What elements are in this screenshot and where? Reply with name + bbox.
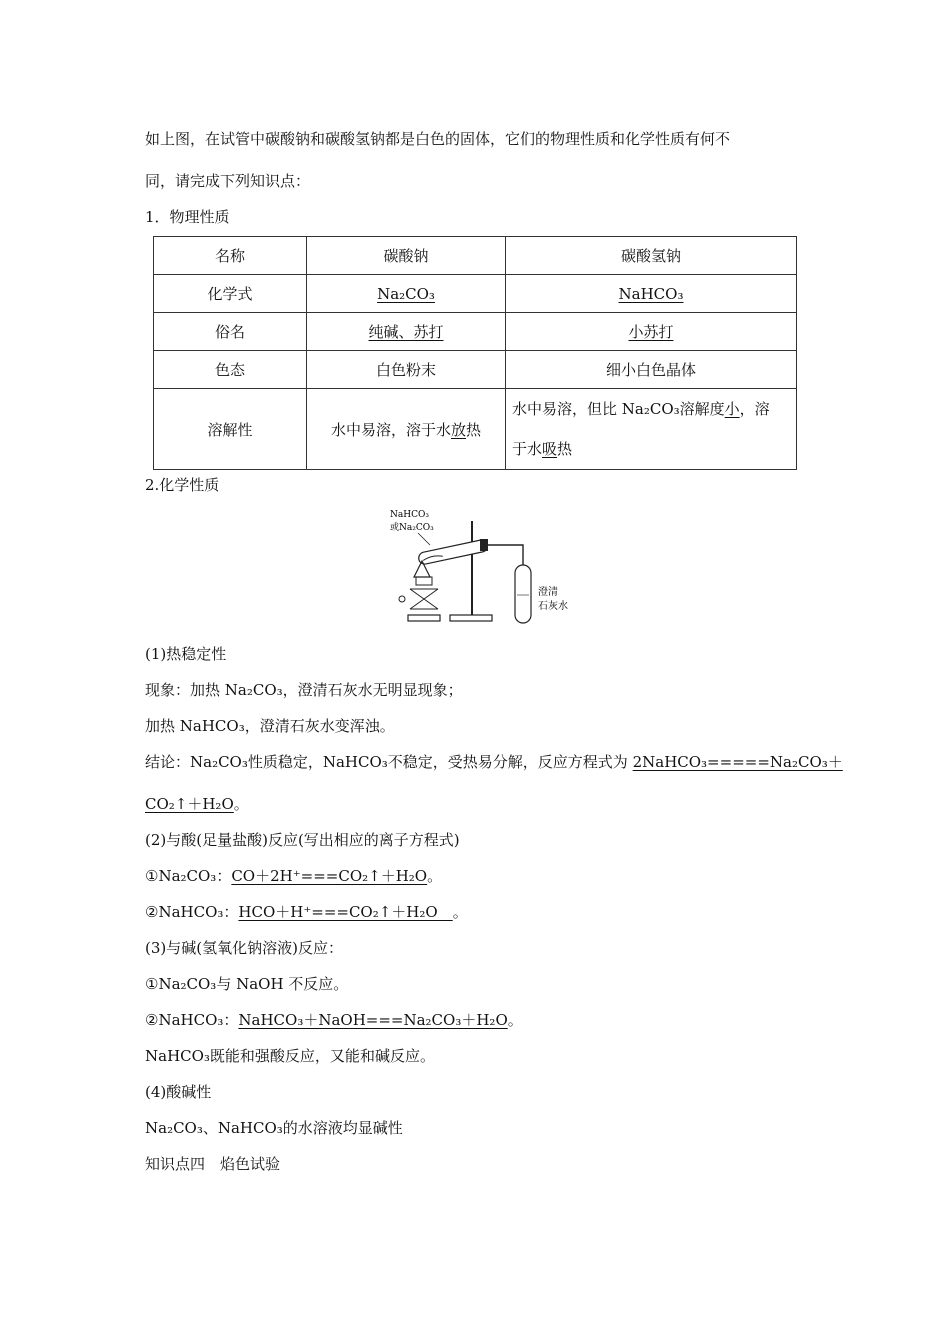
thermal-heading: (1)热稳定性 [145, 645, 227, 663]
figure-label-top1: NaHCO₃ [390, 510, 429, 520]
table-row-solubility [154, 389, 797, 470]
intro-line-2: 同，请完成下列知识点： [145, 172, 311, 190]
common-name-nahco3: 小苏打 [628, 323, 674, 341]
header-name: 名称 [154, 237, 307, 275]
figure-label-right2: 石灰水 [538, 601, 568, 612]
formula-na2co3-cell [307, 275, 506, 313]
solubility-nahco3-line2-post: 热 [557, 440, 573, 458]
common-name-label: 俗名 [154, 313, 307, 351]
formula-nahco3-cell [506, 275, 797, 313]
acid-item-2-equation: HCO＋H⁺===CO₂↑＋H₂O [238, 903, 453, 921]
intro-line-1: 如上图，在试管中碳酸钠和碳酸氢钠都是白色的固体，它们的物理性质和化学性质有何不 [145, 130, 731, 148]
solubility-na2co3-fill: 放 [450, 420, 466, 439]
solubility-na2co3 [307, 389, 506, 470]
solubility-nahco3-fill2: 吸 [542, 440, 558, 458]
base-item-2-equation: NaHCO₃＋NaOH===Na₂CO₃＋H₂O [238, 1011, 508, 1029]
acidbase-text: Na₂CO₃、NaHCO₃的水溶液均显碱性 [145, 1119, 403, 1137]
table-row-appearance [154, 351, 797, 389]
appearance-na2co3: 白色粉末 [307, 351, 506, 389]
acid-item-1-end: 。 [427, 867, 443, 885]
table-row-common-name [154, 313, 797, 351]
thermal-conclusion-cont [145, 793, 249, 814]
heating-apparatus-diagram [388, 503, 568, 633]
common-name-na2co3: 纯碱、苏打 [368, 323, 444, 341]
thermal-conclusion-end: 。 [233, 795, 249, 813]
formula-label: 化学式 [154, 275, 307, 313]
base-note: NaHCO₃既能和强酸反应，又能和碱反应。 [145, 1047, 435, 1065]
thermal-conclusion [145, 751, 843, 772]
acidbase-heading: (4)酸碱性 [145, 1083, 212, 1101]
figure-label-right1: 澄清 [538, 587, 558, 598]
appearance-label: 色态 [154, 351, 307, 389]
formula-nahco3: NaHCO₃ [618, 284, 684, 303]
acid-item-2-pre: ②NaHCO₃： [145, 903, 239, 921]
acid-item-1-pre: ①Na₂CO₃： [145, 867, 232, 885]
base-heading: (3)与碱(氢氧化钠溶液)反应： [145, 939, 343, 957]
appearance-nahco3: 细小白色晶体 [506, 351, 797, 389]
solubility-nahco3 [506, 389, 797, 470]
acid-item-2-end: 。 [452, 903, 468, 921]
common-name-na2co3-cell [307, 313, 506, 351]
thermal-equation-part2: CO₂↑＋H₂O [145, 795, 234, 813]
solubility-na2co3-post: 热 [466, 420, 482, 439]
section-physical-title: 1．物理性质 [145, 208, 230, 226]
solubility-na2co3-pre: 水中易溶，溶于水 [330, 420, 451, 439]
thermal-equation-part1: 2NaHCO₃=====Na₂CO₃＋ [632, 753, 843, 771]
acid-item-1 [145, 865, 442, 886]
table-row-formula [154, 275, 797, 313]
solubility-label: 溶解性 [154, 389, 307, 470]
physical-properties-table [153, 236, 797, 470]
thermal-phenomenon-2: 加热 NaHCO₃，澄清石灰水变浑浊。 [145, 717, 395, 735]
solubility-nahco3-fill1: 小 [724, 400, 740, 418]
solubility-nahco3-mid: ，溶 [739, 400, 770, 418]
thermal-conclusion-text: 结论：Na₂CO₃性质稳定，NaHCO₃不稳定，受热易分解，反应方程式为 [145, 753, 633, 771]
base-item-2 [145, 1009, 523, 1030]
base-item-1: ①Na₂CO₃与 NaOH 不反应。 [145, 975, 349, 993]
acid-item-2 [145, 901, 468, 922]
acid-heading: (2)与酸(足量盐酸)反应(写出相应的离子方程式) [145, 831, 460, 849]
common-name-nahco3-cell [506, 313, 797, 351]
header-sodium-carbonate: 碳酸钠 [307, 237, 506, 275]
header-sodium-bicarbonate: 碳酸氢钠 [506, 237, 797, 275]
base-item-2-end: 。 [507, 1011, 523, 1029]
base-item-2-pre: ②NaHCO₃： [145, 1011, 239, 1029]
acid-item-1-equation: CO＋2H⁺===CO₂↑＋H₂O [231, 867, 428, 885]
next-section-title: 知识点四 焰色试验 [145, 1155, 281, 1173]
section-chemical-title: 2.化学性质 [145, 476, 220, 494]
figure-label-top2: 或Na₂CO₃ [390, 523, 434, 533]
formula-na2co3: Na₂CO₃ [377, 284, 435, 303]
table-header-row [154, 237, 797, 275]
solubility-nahco3-pre: 水中易溶，但比 Na₂CO₃溶解度 [512, 400, 725, 418]
thermal-phenomenon-1: 现象：加热 Na₂CO₃，澄清石灰水无明显现象； [145, 681, 463, 699]
solubility-nahco3-line2-pre: 于水 [512, 440, 543, 458]
